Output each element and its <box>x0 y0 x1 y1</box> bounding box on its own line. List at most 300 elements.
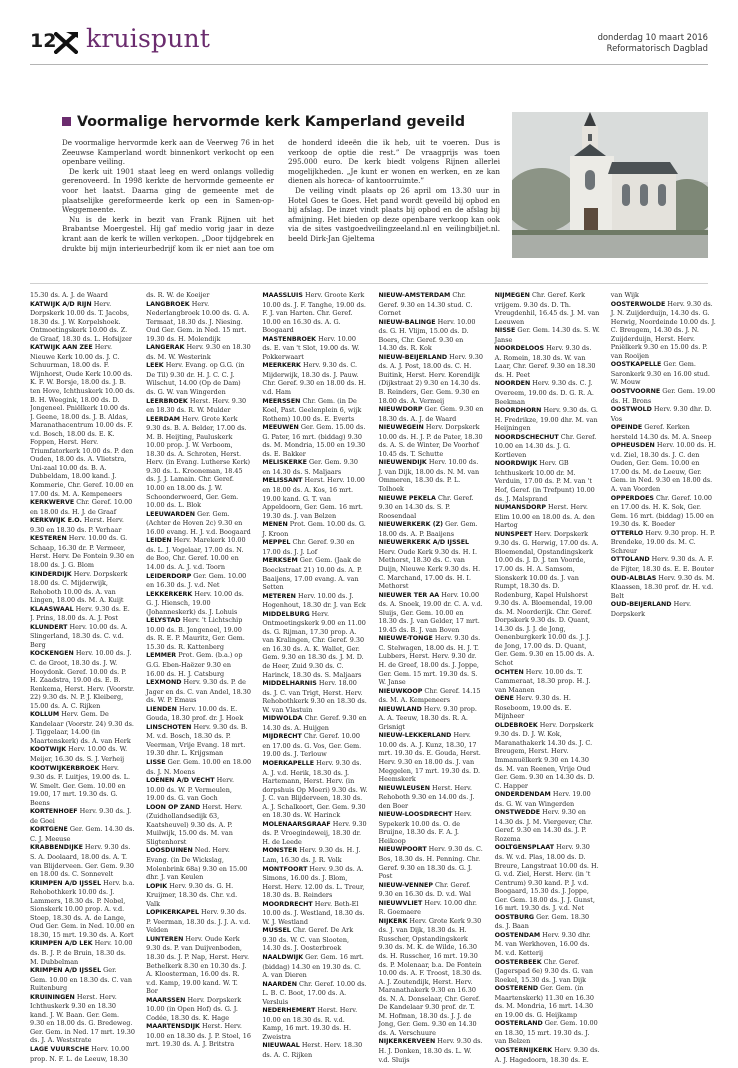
service-details: Ger. Gem. (Achter de Hoven 2c) 9.30 en 16.00 evang. H. J. v.d. Boogaard <box>146 509 251 536</box>
service-details: Herv. 10.00 ds. B. J. P. de Bruin, 18.30 ds. M. Dubbelman <box>30 939 133 966</box>
service-details: Herv. Gem. De Kandelaar (Voorstr. 24) 9.30 ds. J. Tiggelaar, 14.00 (in Maartenskerk) ds. A. van Herk <box>30 710 134 745</box>
service-listing-item <box>378 784 483 811</box>
service-listing-item <box>611 555 716 573</box>
service-details: Herv. 18.00 ds. J. C. van Trigt, Herst. Herv. Rehobothkerk 9.30 en 18.30 ds. W. van Vlastuin <box>262 679 367 714</box>
service-listing-item <box>146 882 251 909</box>
place-name: OOLTGENSPLAAT <box>494 844 555 852</box>
service-details: Herv. 10.00 ds. W. P. Vermeulen, 19.00 ds. G. van Goch <box>146 776 235 803</box>
service-details: Herv. GB Ichthuskerk 10.00 dr. M. Verduin, 17.00 ds. P. M. van 't Hof, Geref. (in Trefpunt) 10.00 ds. J. Malsprand <box>494 459 595 503</box>
place-name: ONSTWEDDE <box>494 809 541 817</box>
place-name: NIEUWE PEKELA <box>378 494 436 502</box>
service-listing-item <box>30 605 135 623</box>
place-name: OOSTWOLD <box>610 406 652 414</box>
masthead <box>30 26 708 58</box>
place-name: LEIDERDORP <box>146 572 192 580</box>
service-listing-item <box>378 494 483 521</box>
service-listing-item <box>262 397 367 424</box>
service-listing-item <box>378 591 483 635</box>
service-details: Chr. Geref. (Jagerspad 6e) 9.30 ds. G. van Roekel, 15.30 ds. J. van Dijk <box>494 957 593 984</box>
service-details: Ger. Gem. 9.30 en 14.30 ds. S. Maljaars <box>262 458 358 476</box>
service-listing-item <box>378 705 483 732</box>
place-name: KATWIJK A/D RIJN <box>30 300 92 308</box>
service-listing-item <box>378 353 483 405</box>
service-listing-item <box>30 807 135 825</box>
service-details: Herv. 9.30 ds. S. A. Doolaard, 18.00 ds. A. T. van Blijderveen. Ger. Gem. 9.30 en 18.00 ds. C. Sonnevelt <box>30 843 134 879</box>
service-details: Herv. 9.30 ds. M. Klaassen, 18.30 prof. dr. H. v.d. Belt <box>610 573 715 600</box>
service-listing-item <box>262 1006 367 1041</box>
service-details: Herv. 10.00 ds. E. van 't Slot, 19.00 ds. W. Pokkerwaart <box>262 334 360 361</box>
service-details: Ger. Gem. 9.30 en 18.30 ds. A. J. de Waard <box>378 405 484 423</box>
service-listing-item <box>30 710 135 745</box>
service-listing-item <box>378 810 483 845</box>
service-details: Herv. 10.00 ds. T. Cammeraat, 18.30 prop. H. J. van Maanen <box>494 667 591 694</box>
place-name: NOORDELOOS <box>494 345 545 353</box>
service-listing-item <box>611 300 716 361</box>
article-body <box>62 138 500 253</box>
place-name: LEXMOND <box>146 679 182 687</box>
service-listing-item <box>611 574 716 601</box>
service-details: Herv. Sypekerk 10.00 ds. O. de Bruijne, 18.30 ds. F. A. J. Heikoop <box>378 810 472 845</box>
service-listing-item <box>146 846 251 881</box>
place-name: OUD-BEIJERLAND <box>610 601 672 609</box>
place-name: LANGBROEK <box>146 300 190 308</box>
service-details: 15.30 ds. A. J. de Waard <box>30 291 108 299</box>
service-listing-item <box>611 441 716 493</box>
service-listing-item <box>146 536 251 571</box>
place-name: MEEUWEN <box>262 424 299 432</box>
place-name: LEERDAM <box>146 415 180 423</box>
place-name: MONTFOORT <box>262 865 308 873</box>
place-name: NIEUWE-TONGE <box>378 635 433 643</box>
place-name: MELISKERKE <box>262 459 307 467</box>
service-listing-item <box>611 405 716 423</box>
place-name: NISSE <box>494 327 516 335</box>
service-details: Herv. 10.00 ds. J. Hogenhout, 18.30 dr. J. van Eck <box>262 591 366 610</box>
rd-logo-icon <box>54 32 78 54</box>
service-listing-item <box>495 790 600 808</box>
place-name: LOPIK <box>146 882 168 890</box>
service-listing-item <box>30 291 135 300</box>
place-name: MENEN <box>262 521 288 529</box>
place-name: NIEUW-LEKKERLAND <box>378 732 452 740</box>
service-details: Herv. 9.30 ds. H. J. Donken, 18.30 ds. L. W. v.d. Sluijs <box>378 1037 483 1064</box>
service-details: Herv. Grote Kerk 9.30 ds. B. A. Belder, 17.00 ds. M. B. Heijting, Pauluskerk 10.00 prop. J. W. Verboom, 18.30 ds. A. Schroten, Herst. Herv. (in Evang. Lutherse Kerk) 9.30 ds. L. Krooneman, 18.45 ds. J. J. Lamain. Chr. Geref. 10.00 en 18.00 ds. J. W. Schoonderwoerd, Ger. Gem. 10.00 ds. L. Blok <box>146 414 251 510</box>
service-listing-item <box>495 291 600 326</box>
service-listing-item <box>611 600 716 618</box>
place-name: NUMANSDORP <box>494 504 546 512</box>
service-details: Ger. Gem. 10.00 en 16.30 ds. J. v.d. Net <box>146 571 247 590</box>
service-details: Herv. Dorpskerk 10.00 (in Open Hof) ds. G. J. Codée, 18.30 ds. K. Hage <box>146 995 242 1022</box>
place-name: KOOTWIJKERBROEK <box>30 764 100 772</box>
service-details: Ger. Gem. (in Maartenskerk) 11.30 en 16.30 ds. M. Mondria, 16 mrt. 14.30 en 19.00 ds. G. Heijkamp <box>494 984 594 1019</box>
service-listing-item <box>146 803 251 847</box>
place-name: OOSTVOORNE <box>610 388 661 396</box>
service-listing-item <box>146 415 251 510</box>
place-name: MAARSSEN <box>146 996 186 1004</box>
place-name: NIEUWVLIET <box>378 899 423 907</box>
place-name: KOLLUM <box>30 711 60 719</box>
service-details: Herv. 19.00 ds. G. W. van Wingerden <box>494 790 591 808</box>
service-listing-item <box>146 343 251 361</box>
place-name: MOORDRECHT <box>262 900 313 908</box>
service-listing-item <box>495 433 600 460</box>
service-listing-item <box>146 758 251 776</box>
service-listing-item <box>146 678 251 705</box>
service-details: Herv. Groote Kerk 10.00 ds. J. F. Tanghe, 19.00 ds. F. J. van Harten. Chr. Geref. 10.00 en 16.30 ds. A. G. Boogaard <box>262 291 366 335</box>
service-details: Herv. 10.00 ds. A. Slingerland, 18.30 ds. C. v.d. Berg <box>30 622 128 649</box>
service-listing-item <box>495 958 600 985</box>
place-name: MELISSANT <box>262 477 303 485</box>
service-details: Ger. Gem. (Jaak de Boeckstraat 21) 10.00 ds. A. P. Baaijens, 17.00 evang. A. van Setten <box>262 556 363 592</box>
service-details: Chr. Geref. De Ark 9.30 ds. W. C. van Slooten, 14.30 ds. J. Oosterbroek <box>262 926 354 953</box>
place-name: LEMMER <box>146 652 177 660</box>
article-paragraph: De veiling vindt plaats op 26 april om 13.30 uur in Hotel Goes te Goes. Het pand wordt geveild bij opbod en bij afslag. De inzet vindt plaats bij opbod en de afslag bij afmijning. Het bieden op deze openbare verkoop kan ook via de sites vastgoedveilingzeeland.nl en veilingbiljet.nl. beeld Dirk-Jan Gjeltema <box>288 185 500 243</box>
service-details: Herv. 9.30 ds. B. M. v.d. Bosch, 18.30 ds. P. Veerman, Vrije Evang. 18 mrt. 19.30 dhr. L. Krijgsman <box>146 722 248 758</box>
service-listing-item <box>30 993 135 1045</box>
service-listing-item <box>262 592 367 610</box>
place-name: MUSSEL <box>262 927 291 935</box>
service-details: Ger. Gem. 15.00 ds. G. Pater, 16 mrt. (biddag) 9.30 ds. M. Mondria, 15.00 en 19.30 ds. E. Bakker <box>262 423 366 458</box>
service-details: Herv. 10.00 ds. J. van Dijk, 18.00 ds. N. M. van Ommeren, 18.30 ds. P. L. Tolhoek <box>378 458 480 494</box>
headline-marker-icon <box>62 117 71 126</box>
service-details: Herv. 't Lichtschip 10.00 ds. B. Jongeneel, 19.00 ds. R. E. P. Mauritz, Ger. Gem. 15.30 ds. R. Kattenberg <box>146 616 245 651</box>
service-details: Chr. Geref. 14.15 ds. M. A. Kempeneers <box>378 686 481 705</box>
service-details: Herv. 9.30 ds. H. J. Lam, 16.30 ds. J. R. Volk <box>262 846 361 864</box>
service-details: Herv. Evang. op G.G. (in De Til) 9.30 dr. H. J. C. C. J. Wilschut, 14.00 (Op de Dam) ds. G. W. van Wingerden <box>146 361 245 397</box>
service-listing-item <box>146 996 251 1023</box>
service-details: Herv. Oude Kerk 9.30 ds. H. I. Methorst, 18.30 ds. C. van Duijn, Nieuwe Kerk 9.30 ds. H. C. Marchand, 17.00 ds. H. I. Methorst <box>378 547 481 591</box>
place-name: KRIMPEN A/D IJSSEL <box>30 967 102 975</box>
service-details: Herv. Dorpskerk <box>610 600 691 618</box>
place-name: MEPPEL <box>262 539 291 547</box>
place-name: KRABBENDIJKE <box>30 844 83 852</box>
place-name: NAALDWIJK <box>262 954 304 962</box>
service-details: Chr. Geref. 9.30 en 14.30 stud. C. Cornet <box>378 291 473 318</box>
article-paragraph: De kerk uit 1901 staat leeg en werd onlangs volledig gerenoveerd. In 1998 kerkte de hervormde gemeente er voor het laatst. Daarna ging de gemeente met de plaatselijke gereformeerde kerk op een in Samen-op-Weggemeente. <box>62 166 274 215</box>
place-name: LOOSDUINEN <box>146 847 193 855</box>
article-headline <box>62 114 512 130</box>
service-listing-item <box>146 397 251 415</box>
service-details: Ger. Gem. 18.30 ds. J. Baan <box>494 912 590 931</box>
service-details: Chr. Gem. (in De Koel, Past. Geelenplein 6, wijk Rothem) 10.00 ds. E. Everts <box>262 396 362 423</box>
service-details: Ger. Gem. 18.00 ds. A. P. Baaijens <box>378 520 478 538</box>
place-name: NIEUW-BEIJERLAND <box>378 353 448 361</box>
place-name: OCHTEN <box>494 668 524 676</box>
service-listing-item <box>378 917 483 1038</box>
issue-date: donderdag 10 maart 2016 <box>597 32 708 42</box>
service-details: Herv. 10.00 prop. N. F. L. de Leeuw, 18.30 ds. R. W. de Koeijer <box>30 291 210 1063</box>
service-details: Herv. Oude Kerk 9.30 ds. P. van Duijvenboden, 18.30 ds. J. P. Nap, Herst. Herv. Bethelkerk 8.30 en 10.30 ds. J. A. Kloosterman, 16.00 ds. R. v.d. Kamp, 19.00 kand. W. T. Bor <box>146 934 250 996</box>
service-listing-item <box>611 360 716 387</box>
service-listing-item <box>611 387 716 405</box>
service-details: Herv. 9.30 ds. F. Luitjes, 19.00 ds. L. W. Smelt. Ger. Gem. 10.00 en 19.00, 17 mrt. 19.30 ds. G. Beens <box>30 763 131 807</box>
place-name: LUNTEREN <box>146 935 184 943</box>
service-details: Chr. Geref. 10.00 en 17.00 ds. G. Vos, Ger. Gem. 19.00 ds. J. Terlouw <box>262 732 362 759</box>
place-name: NIEUWERKERK (Z) <box>378 521 444 529</box>
service-details: Herv. Dorpskerk 18.00 ds. C. Mijderwijk, Rehoboth 10.00 ds. A. van Lingen, 18.00 ds. M. A. Kuijt <box>30 569 128 605</box>
service-details: Herv. 9.30 ds. G. H. Kruijmer, 18.30 ds. Chr. v.d. Valk <box>146 881 238 908</box>
service-details: Herv. 10.00 ds. H. v.d. Ziel, 18.30 ds. J. C. den Ouden, Ger. Gem. 10.00 en 17.00 ds. M. de Leeuw, Ger. Gem. in Ned. 9.30 en 18.00 ds. A. van Voorden <box>610 441 716 494</box>
service-listing-item <box>262 556 367 591</box>
service-details: Chr. Geref. 10.00 ds. L. B. C. Boot, 17.00 ds. A. Versluis <box>262 979 367 1006</box>
service-listing-item <box>262 926 367 953</box>
service-details: Herv. 9.30 ds. A. J. Post, 18.00 ds. C. H. Buitink, Herst. Herv. Korendijk (Dijkstraat 2) 9.30 en 14.30 ds. B. Reinders, Ger. Gem. 9.30 en 18.00 ds. A. Vermeij <box>378 352 483 405</box>
masthead-rule <box>30 64 708 65</box>
place-name: OPHEUSDEN <box>610 442 655 450</box>
service-listing-item <box>30 534 135 569</box>
service-listing-item <box>495 931 600 958</box>
service-details: Herv. 9.30 ds. C. Stelwagen, 18.00 ds. H. J. T. Lubbers, Herst. Herv. 9.30 dr. H. de Greef, 18.00 ds. J. Joppe, Ger. Gem. 15 mrt. 19.30 ds. S. W. Janse <box>378 634 481 687</box>
service-listing-item <box>378 1037 483 1064</box>
service-details: Ger. Gem. 10.00 en 18.00 ds. J. N. Moens <box>146 757 252 776</box>
place-name: LAGE VUURSCHE <box>30 1046 90 1054</box>
service-listing-item <box>611 423 716 441</box>
service-listing-item <box>30 516 135 534</box>
service-listing-item <box>378 520 483 538</box>
service-details: Herst. Herv. Ichthuskerk 9.30 en 18.30 kand. J. W. Baan. Ger. Gem. 9.30 en 18.00 ds. G. Bredeweg. Ger. Gem. in Ned. 17 mrt. 19.30 ds. J. A. Weststrate <box>30 992 135 1045</box>
service-listing-item <box>30 649 135 710</box>
service-listing-item <box>146 651 251 678</box>
service-listing-item <box>495 344 600 379</box>
place-name: KLAASWAAL <box>30 605 74 613</box>
place-name: MERKSEM <box>262 557 298 565</box>
service-listing-item <box>495 808 600 843</box>
place-name: KOOTWIJK <box>30 746 67 754</box>
service-listing-item <box>495 668 600 695</box>
service-details: Herst. Herv. 10.00 en 18.30 ds. J. P. Stoel, 16 mrt. 19.30 ds. A. J. Britstra <box>146 1022 251 1049</box>
service-details: Herv. Nederlangbroek 10.00 ds. G. A. Termaat, 18.30 ds. J. Niesing. Oud Ger. Gem. in Ned. 15 mrt. 19.30 ds. H. Molendijk <box>146 299 250 343</box>
service-listing-item <box>146 908 251 935</box>
place-name: NIEUWAAL <box>262 1042 300 1050</box>
service-listing-item <box>495 406 600 433</box>
service-details: Herv. Dorpskerk 10.00 ds. H. J. P. de Pater, 18.30 ds. A. S. de Winter, De Voorhof 10.45 ds. T. Schutte <box>378 423 483 458</box>
place-name: LANGERAK <box>146 344 185 352</box>
service-details: Herst. Herv. (Zuidhollandsedijk 63, Kaatsheuvel) 9.30 ds. A. P. Muilwijk, 15.00 ds. M. van Sligtenhorst <box>146 802 243 846</box>
service-details: Ger. Gem. Saronkerk 9.30 en 16.00 stud. W. Mouw <box>610 360 710 387</box>
service-listing-item <box>262 458 367 476</box>
place-name: LEIDEN <box>146 537 172 545</box>
service-details: Herv. 10.00 ds. G. H. Vlijm, 15.00 ds. D. Boers, Chr. Geref. 9.30 en 14.30 ds. R. Kok <box>378 317 476 353</box>
service-listing-item <box>146 616 251 651</box>
dateline <box>598 32 708 54</box>
service-listing-item <box>611 494 716 529</box>
service-listing-item <box>495 843 600 912</box>
article-paragraph: Nu is de kerk in bezit van Frank Rijnen uit het Brabantse Moergestel. Hij gaf medio vorig jaar in deze krant aan de kerk te willen verkopen. „Door tijdgebrek en drukte bij mijn interieurbedrijf kom ik er niet aan toe om de honderd ideeën die ik heb, uit te voeren. Dus is verkoop de optie die rest.” De vraagprijs was toen 295.000 euro. De kerk biedt volgens Rijnen allerlei mogelijkheden. „Je kunt er wonen en werken, en ze kan dienen als horeca- of kantoorruimte.” <box>62 138 500 253</box>
service-details: Herv. Dorpskerk 9.30 ds. D. J. W. Kok, Maranathakerk 14.30 ds. J. C. Breugem, Herst. Herv. Immanuëlkerk 9.30 en 14.30 ds. M. van Reenen, Vrije Oud Ger. Gem. 9.30 en 14.30 ds. D. C. Happer <box>494 720 595 790</box>
place-name: KATWIJK AAN ZEE <box>30 344 93 352</box>
service-details: Geref. Kerken hersteld 14.30 ds. M. A. Sneep <box>610 423 712 441</box>
service-details: Herst. Herv. 10.00 en 18.00 ds. A. Kos, 16 mrt. 19.00 kand. G. T. van Appeldoorn, Ger. Gem. 16 mrt. 19.30 ds. J. van Belzen <box>262 476 365 520</box>
place-name: LOENEN A/D VECHT <box>146 777 215 785</box>
service-listing-item <box>378 538 483 590</box>
service-listing-item <box>146 590 251 617</box>
place-name: LEKKERKERK <box>146 590 193 598</box>
service-listing-item <box>262 732 367 759</box>
service-details: Herv. 9.30 ds. P. Vroegindeweij, 18.30 dr. H. de Leede <box>262 819 367 846</box>
place-name: NOORDWIJK <box>494 460 538 468</box>
place-name: LINSCHOTEN <box>146 723 192 731</box>
place-name: NAARDEN <box>262 980 297 988</box>
place-name: OOSTERLAND <box>494 1020 543 1028</box>
service-details: Herv. 9.30 prop. H. P. Brendeke, 19.00 ds. M. C. Schreur <box>610 528 716 555</box>
service-listing-item <box>378 318 483 353</box>
service-listing-item <box>30 745 135 763</box>
service-details: Ger. Gem. 10.00 en 18.30 ds. C. van Ruitenburg <box>30 966 133 993</box>
place-name: KRIMPEN A/D IJSSEL <box>30 879 102 887</box>
service-listing-item <box>378 458 483 493</box>
place-name: MAASSLUIS <box>262 292 303 299</box>
service-listing-item <box>262 714 367 732</box>
place-name: NOORDHORN <box>494 407 542 415</box>
service-listing-item <box>262 423 367 458</box>
service-listing-item <box>378 405 483 423</box>
place-name: KORTGENE <box>30 826 68 834</box>
place-name: MIDDELBURG <box>262 610 310 618</box>
service-details: Herv. 9.30 ds. A. F. de Fijter, 18.30 ds. E. E. Bouter <box>610 555 714 573</box>
place-name: OPEINDE <box>610 424 643 432</box>
place-name: ONDERDENDAM <box>494 791 551 799</box>
place-name: OTTOLAND <box>610 556 650 564</box>
place-name: KINDERDIJK <box>30 570 72 578</box>
service-details: Herv. 10.00 ds. G. Schaap, 16.30 dr. P. Vermeer, Herst. Herv. De Fontein 9.30 en 18.00 ds. J. G. Blom <box>30 534 135 569</box>
service-details: Herst. Herv. Rehoboth 9.30 en 14.00 ds. J. den Boer <box>378 783 475 810</box>
service-listing-item <box>146 776 251 803</box>
service-details: Chr. Geref. 9.30 en 16.30 ds. D. v.d. Wal <box>378 880 471 899</box>
service-listing-item <box>378 634 483 686</box>
place-name: MEERSSEN <box>262 397 301 405</box>
service-details: Herv. b.a. Rehobothkerk 10.00 ds. J. Lammers, 18.30 ds. P. Nobel, Sionskerk 10.00 prop. A. v.d. Stoep, 18.30 ds. A. de Lange, Oud Ger. Gem. in Ned. 10.00 en 18.30, 15 mrt. 19.30 ds. A. Kort <box>30 878 135 939</box>
service-details: Herst. Herv. 10.00 en 18.30 ds. R. v.d. Kamp, 16 mrt. 19.30 ds. H. Zweistra <box>262 1006 358 1041</box>
service-listing-item <box>378 731 483 783</box>
place-name: NIEUWLEUSEN <box>378 784 430 792</box>
service-details: Herv. 9.30 ds. C. Mijderwijk, 18.30 ds. J. Pauw. Chr. Geref. 9.30 en 18.00 ds. H. v.d. Ham <box>262 361 366 397</box>
place-name: NIJKERK <box>378 917 408 925</box>
service-details: Herv. 9.30 prop. A. A. Teeuw, 18.30 ds. R. A. Grisnigt <box>378 704 477 731</box>
place-name: KESTEREN <box>30 535 67 543</box>
service-details: Chr. Geref. 10.00 en 17.00 ds. H. K. Sok, Ger. Gem. 16 mrt. (biddag) 15.00 en 19.30 ds. K. Boeder <box>610 493 714 529</box>
service-listing-item <box>262 679 367 714</box>
service-details: Chr. Geref. 9.30 en 17.00 ds. J. J. Lof <box>262 538 355 556</box>
place-name: LOON OP ZAND <box>146 803 201 811</box>
service-details: Herv. 10.00 ds. G. J. Hiensch, 19.00 (Johanneskerk) ds. J. Lohuis <box>146 589 244 616</box>
service-details: Herv. 9.30 en 18.30 ds. M. W. Westerink <box>146 343 251 361</box>
service-details: Chr. Geref. 10.00 en 18.00 ds. H. J. de Graaf <box>30 498 133 516</box>
place-name: NIEUW-AMSTERDAM <box>378 292 451 299</box>
service-details: Herv. 9.30 ds. A. Simons, 16.00 ds. J. Blom, Herst. Herv. 12.00 ds. L. Treur, 18.30 ds. B. Reinders <box>262 864 365 900</box>
service-listing-item <box>495 379 600 406</box>
newspaper-name: Reformatorisch Dagblad <box>606 43 708 53</box>
service-details: Herv. Grote Kerk 9.30 ds. J. van Dijk, 18.30 ds. H. Russcher, Opstandingskerk 9.30 ds. M. K. de Wilde, 16.30 ds. H. Russcher, 16 mrt. 19.30 ds. P. Molenaar, b.a. De Fontein 10.00 ds. A. F. Troost, 18.30 ds. A. J. Zoutendijk, Herst. Herv. Maranathakerk 9.30 en 16.30 ds. N. A. Donselaar, Chr. Geref. De Kandelaar 9.30 prof. dr. T. M. Hofman, 18.30 ds. J. J. de Jong, Ger. Gem. 9.30 en 14.30 ds. A. Verschuure <box>378 916 482 1037</box>
service-listing-item <box>262 520 367 538</box>
service-details: Prot. Gem. (b.a.) op G.G. Eben-Haëzer 9.30 en 16.00 ds. H. J. Catsburg <box>146 651 243 678</box>
service-details: Herv. 9.30 ds. J. N. Zuijderduijn, 14.30 ds. G. Herwig, Noordeinde 10.00 ds. J. C. Breugem, 14.30 ds. J. N. Zuijderduijn, Herst. Herv. Pniëlkerk 9.30 en 15.00 ds. P. van Rooijen <box>610 299 716 360</box>
place-name: OOSTBURG <box>494 913 535 921</box>
service-details: Ger. Gem. 14.30 ds. S. W. Janse <box>494 326 600 344</box>
service-details: Herv. 9.30 ds. H. Roseboom, 19.00 ds. E. Mijnheer <box>494 694 572 721</box>
place-name: OENE <box>494 695 514 703</box>
article-paragraph: De voormalige hervormde kerk aan de Veerweg 76 in het Zeeuwse Kamperland wordt binnenkort verkocht op een openbare veiling. <box>62 138 274 167</box>
service-listing-item <box>146 300 251 344</box>
place-name: NIEUWEGEIN <box>378 424 424 432</box>
place-name: NIJMEGEN <box>494 292 530 299</box>
service-listing-item <box>262 846 367 864</box>
service-listing-item <box>495 721 600 790</box>
place-name: NIEUWER TER AA <box>378 591 440 599</box>
service-details: Herv. 10.00 ds. W. Meijer, 16.30 ds. S. J. Verheij <box>30 745 128 763</box>
service-listing-item <box>495 694 600 721</box>
service-details: Chr. Geref. 9.30 en 14.30 ds. A. Huijgen <box>262 714 367 732</box>
service-details: Herv. 9.30 ds. A. J. Hagedoorn, 18.30 ds. E. van Wijk <box>494 291 639 1064</box>
service-details: Herv. 9.30 ds. W. v.d. Plas, 18.00 ds. D. Breure, Langstraat 10.00 ds. H. G. v.d. Ziel, Herst. Herv. (in 't Centrum) 9.30 kand. P. J. v.d. Boogaard, 15.30 ds. J. Joppe, Ger. Gem. 18.00 ds. J. J. Gunst, 16 mrt. 19.30 ds. J. v.d. Net <box>494 843 599 913</box>
place-name: OOSTERWOLDE <box>610 300 666 308</box>
place-name: KLUNDERT <box>30 623 68 631</box>
service-details: Herv. 9.30 ds. P. Veerman, 18.30 ds. J. J. A. v.d. Velden <box>146 908 251 935</box>
service-details: Chr. Geref. 10.00 en 14.30 ds. J. G. Kortleven <box>494 432 597 459</box>
place-name: NOORDEN <box>494 380 531 388</box>
service-listing-item <box>262 610 367 679</box>
place-name: OLDEBROEK <box>494 721 538 729</box>
service-listing-item <box>262 335 367 362</box>
service-listing-item <box>495 984 600 1019</box>
service-listing-item <box>378 687 483 705</box>
place-name: OOSTENDAM <box>494 931 541 939</box>
listing-rule <box>30 283 708 284</box>
place-name: MAARTENSDIJK <box>146 1023 200 1031</box>
service-listing-item <box>146 935 251 996</box>
service-listing-item <box>262 361 367 396</box>
place-name: KRUININGEN <box>30 993 75 1001</box>
service-listing-item <box>30 843 135 878</box>
service-listing-item <box>30 879 135 940</box>
service-listing-item <box>495 459 600 503</box>
service-details: Herv. 10.00 ds. A. J. Kunz, 18.30, 17 mrt. 19.30 ds. E. Gouda, Herst. Herv. 9.30 en 18.00 ds. J. van Meggelen, 17 mrt. 19.30 ds. D. Heemskerk <box>378 731 481 784</box>
service-details: Ger. Gem. 19.00 ds. H. Brons <box>610 387 716 405</box>
place-name: MONSTER <box>262 847 298 855</box>
service-details: Herv. Nieuwe Kerk 10.00 ds. J. C. Schuurman, 18.00 ds. F. Wijnhorst, Oude Kerk 10.00 ds. K. F. W. Borsje, 18.00 ds. J. B. ten Hove, Ichthuskerk 10.00 ds. B. H. Weegink, 18.00 ds. D. Jongeneel. Pniëlkerk 10.00 ds. J. Geene, 18.00 ds. J. B. Aldas, Maranathacentrum 10.00 ds. F. v.d. Bosch, 18.00 ds. E. K. Foppen, Herst. Herv. Triumfatorkerk 10.00 ds. P. den Ouden, 18.00 ds. A. Vlietstra, Uni-zaal 10.00 ds. B. A. Dubbeldam, 18.00 kand. J. Kommerie, Chr. Geref. 10.00 en 17.00 ds. M. A. Kempeneers <box>30 343 135 498</box>
service-details: Chr. Geref. Kerk vrijgem. 9.30 ds. D. Th. Vreugdenhil, 16.45 ds. J. M. van Leeuwen <box>494 291 600 326</box>
place-name: NOORDSCHECHUT <box>494 433 559 441</box>
service-listing-item <box>378 423 483 458</box>
service-details: Herv. 9.30 dhr. M. van Werkhoven, 16.00 ds. M. v.d. Ketterij <box>494 930 591 958</box>
service-details: Chr. Geref. 9.30 en 14.30 ds. S. P. Roosendaal <box>378 493 474 520</box>
service-details: Herv. 10.00 ds. E. Gouda, 18.30 prof. dr. J. Hoek <box>146 704 244 723</box>
service-details: Herv. Marekerk 10.00 ds. L. J. Vogelaar, 17.00 ds. N. de Boo, Chr. Geref. 10.00 en 14.00 ds. A. J. v.d. Toorn <box>146 536 246 571</box>
place-name: LEEUWARDEN <box>146 510 196 518</box>
service-listing-item <box>495 1019 600 1046</box>
service-details: Ger. Gem. 10.00 en 18.30, 15 mrt. 19.30 ds. J. van Belzen <box>494 1019 598 1046</box>
service-listing-item <box>30 825 135 843</box>
place-name: KRIMPEN A/D LEK <box>30 940 93 948</box>
service-listing-item <box>611 529 716 556</box>
place-name: NUNSPEET <box>494 530 533 538</box>
service-details: Herv. 9.30 en 14.30 ds. J. M. Viergever, Chr. Geref. 9.30 en 14.30 ds. J. P. Rozema <box>494 808 593 843</box>
service-details: Herv. 9.30 ds. C. Bos, 18.30 ds. H. Penning. Chr. Geref. 9.30 en 18.30 ds. G. J. Post <box>378 845 483 881</box>
place-name: MIJDRECHT <box>262 733 302 741</box>
place-name: OUD-ALBLAS <box>610 574 657 582</box>
service-details: Herst. Herv. 9.30 en 18.30 ds. P. Verhaar <box>30 516 124 534</box>
place-name: MASTENBROEK <box>262 335 317 343</box>
service-listing-item <box>30 300 135 344</box>
service-listing-item <box>146 572 251 590</box>
service-listing-item <box>262 953 367 980</box>
place-name: LEERBROEK <box>146 397 188 405</box>
service-listing-item <box>262 820 367 847</box>
service-details: Herv. 9.30 ds. C. J. Overeem, 19.00 ds. D. G. R. A. Beekman <box>494 379 594 406</box>
place-name: KERKWERVE <box>30 499 75 507</box>
service-listing-item <box>262 538 367 556</box>
service-details: Herst. Herv. Elim 10.00 en 18.00 ds. A. den Hartog <box>494 503 595 530</box>
place-name: NIEUW-BALINGE <box>378 318 436 326</box>
